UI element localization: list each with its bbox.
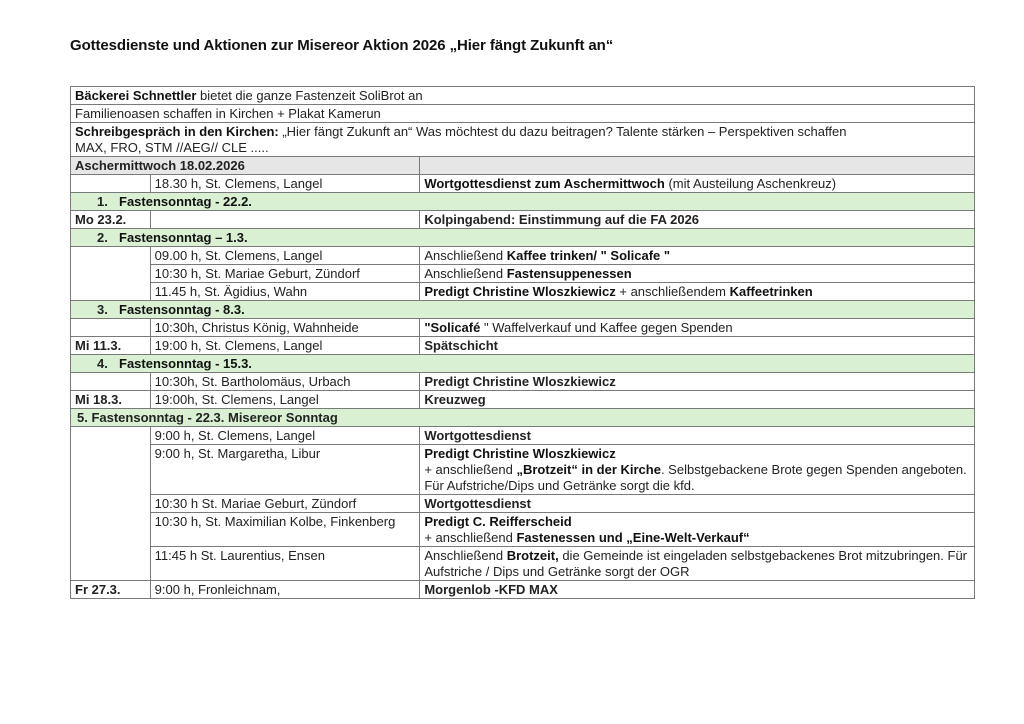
time-place: 10:30h, St. Bartholomäus, Urbach [150, 373, 420, 391]
event-title: Spätschicht [420, 337, 975, 355]
event-title: Predigt Christine Wloszkiewicz [424, 446, 616, 461]
time-place: 10:30h, Christus König, Wahnheide [150, 319, 420, 337]
table-row [71, 283, 975, 301]
event-pre: Anschließend [424, 248, 507, 263]
time-place: 9:00 h, St. Clemens, Langel [150, 427, 420, 445]
bakery-name: Bäckerei Schnettler [75, 88, 197, 103]
time-place: 10:30 h, St. Maximilian Kolbe, Finkenberg [150, 513, 420, 547]
time-place: 9:00 h, Fronleichnam, [150, 581, 420, 599]
time-place: 9:00 h, St. Margaretha, Libur [150, 445, 420, 495]
event-title-2: Kaffeetrinken [729, 284, 813, 299]
sunday-heading: Fastensonntag – 1.3. [119, 230, 248, 245]
time-place: 11:45 h St. Laurentius, Ensen [150, 547, 420, 581]
event-title-2: „Brotzeit“ in der Kirche [516, 462, 661, 477]
table-row [71, 247, 975, 265]
event-title: Predigt C. Reifferscheid [424, 514, 572, 529]
table-row [71, 391, 975, 409]
sunday-heading: 5. Fastensonntag - 22.3. Misereor Sonntag [71, 409, 975, 427]
writing-parishes: MAX, FRO, STM //AEG// CLE ..... [75, 140, 269, 155]
table-row [71, 337, 975, 355]
sunday-number: 2. [97, 230, 108, 245]
sunday-number: 1. [97, 194, 108, 209]
writing-text: „Hier fängt Zukunft an“ Was möchtest du dazu beitragen? Talente stärken – Perspektiven schaffen [278, 124, 847, 139]
sunday-heading: Fastensonntag - 15.3. [119, 356, 252, 371]
time-place: 19:00 h, St. Clemens, Langel [150, 337, 420, 355]
sunday-3-header [71, 301, 975, 319]
table-row [71, 495, 975, 513]
date: Fr 27.3. [71, 581, 151, 599]
time-place: 09.00 h, St. Clemens, Langel [150, 247, 420, 265]
sunday-number: 3. [97, 302, 108, 317]
bakery-text: bietet die ganze Fastenzeit SoliBrot an [196, 88, 423, 103]
time-place: 11.45 h, St. Ägidius, Wahn [150, 283, 420, 301]
intro-row-writing [71, 123, 975, 157]
sunday-heading: Fastensonntag - 22.2. [119, 194, 252, 209]
event-note: die Gemeinde ist eingeladen selbstgebackenes Brot mitzubringen. Für Aufstriche / Dips und Getränke sorgt der OGR [424, 548, 968, 579]
date: Mo 23.2. [71, 211, 151, 229]
event-title: Wortgottesdienst [420, 495, 975, 513]
sunday-2-header [71, 229, 975, 247]
event-note: (mit Austeilung Aschenkreuz) [664, 176, 837, 191]
event-pre: Anschließend [424, 266, 507, 281]
event-title: Kreuzweg [420, 391, 975, 409]
event-title: Predigt Christine Wloszkiewicz [420, 373, 975, 391]
time-place: 18.30 h, St. Clemens, Langel [150, 175, 420, 193]
event-title-2: Fastenessen und „Eine-Welt-Verkauf“ [516, 530, 750, 545]
table-row [71, 427, 975, 445]
event-title: Predigt Christine Wloszkiewicz [424, 284, 616, 299]
ash-heading: Aschermittwoch 18.02.2026 [71, 157, 420, 175]
event-title: "Solicafé [424, 320, 481, 335]
document-title: Gottesdienste und Aktionen zur Misereor Aktion 2026 „Hier fängt Zukunft an“ [70, 37, 614, 54]
intro-row-family [71, 105, 975, 123]
event-pre: Anschließend [424, 548, 507, 563]
date: Mi 11.3. [71, 337, 151, 355]
time-place: 10:30 h St. Mariae Geburt, Zündorf [150, 495, 420, 513]
table-row [71, 513, 975, 547]
intro-row-bakery [71, 87, 975, 105]
table-row [71, 265, 975, 283]
date: Mi 18.3. [71, 391, 151, 409]
table-row [71, 373, 975, 391]
event-note: " Waffelverkauf und Kaffee gegen Spenden [480, 320, 733, 335]
writing-label: Schreibgespräch in den Kirchen: [75, 124, 279, 139]
event-title: Kolpingabend: Einstimmung auf die FA 2026 [420, 211, 975, 229]
family-text: Familienoasen schaffen in Kirchen + Plakat Kamerun [75, 106, 381, 121]
table-row [71, 175, 975, 193]
table-row [71, 211, 975, 229]
event-title: Brotzeit, [506, 548, 559, 563]
schedule-table [70, 86, 975, 599]
sunday-1-header [71, 193, 975, 211]
sunday-5-header [71, 409, 975, 427]
table-row [71, 319, 975, 337]
event-title: Morgenlob -KFD MAX [420, 581, 975, 599]
table-row [71, 547, 975, 581]
sunday-number: 4. [97, 356, 108, 371]
event-title: Wortgottesdienst [420, 427, 975, 445]
event-title: Wortgottesdienst zum Aschermittwoch [424, 176, 665, 191]
table-row [71, 445, 975, 495]
sunday-4-header [71, 355, 975, 373]
event-title: Fastensuppenessen [506, 266, 632, 281]
event-title: Kaffee trinken/ " Solicafe " [506, 248, 671, 263]
event-note: . Selbstgebackene Brote gegen Spenden angeboten. Für Aufstriche/Dips und Getränke sorgt die kfd. [424, 462, 967, 493]
time-place: 10:30 h, St. Mariae Geburt, Zündorf [150, 265, 420, 283]
sunday-heading: Fastensonntag - 8.3. [119, 302, 245, 317]
ash-wednesday-header [71, 157, 975, 175]
time-place: 19:00h, St. Clemens, Langel [150, 391, 420, 409]
event-mid: + anschließendem [615, 284, 730, 299]
event-pre: + anschließend [424, 530, 517, 545]
table-row [71, 581, 975, 599]
event-pre: + anschließend [424, 462, 517, 477]
